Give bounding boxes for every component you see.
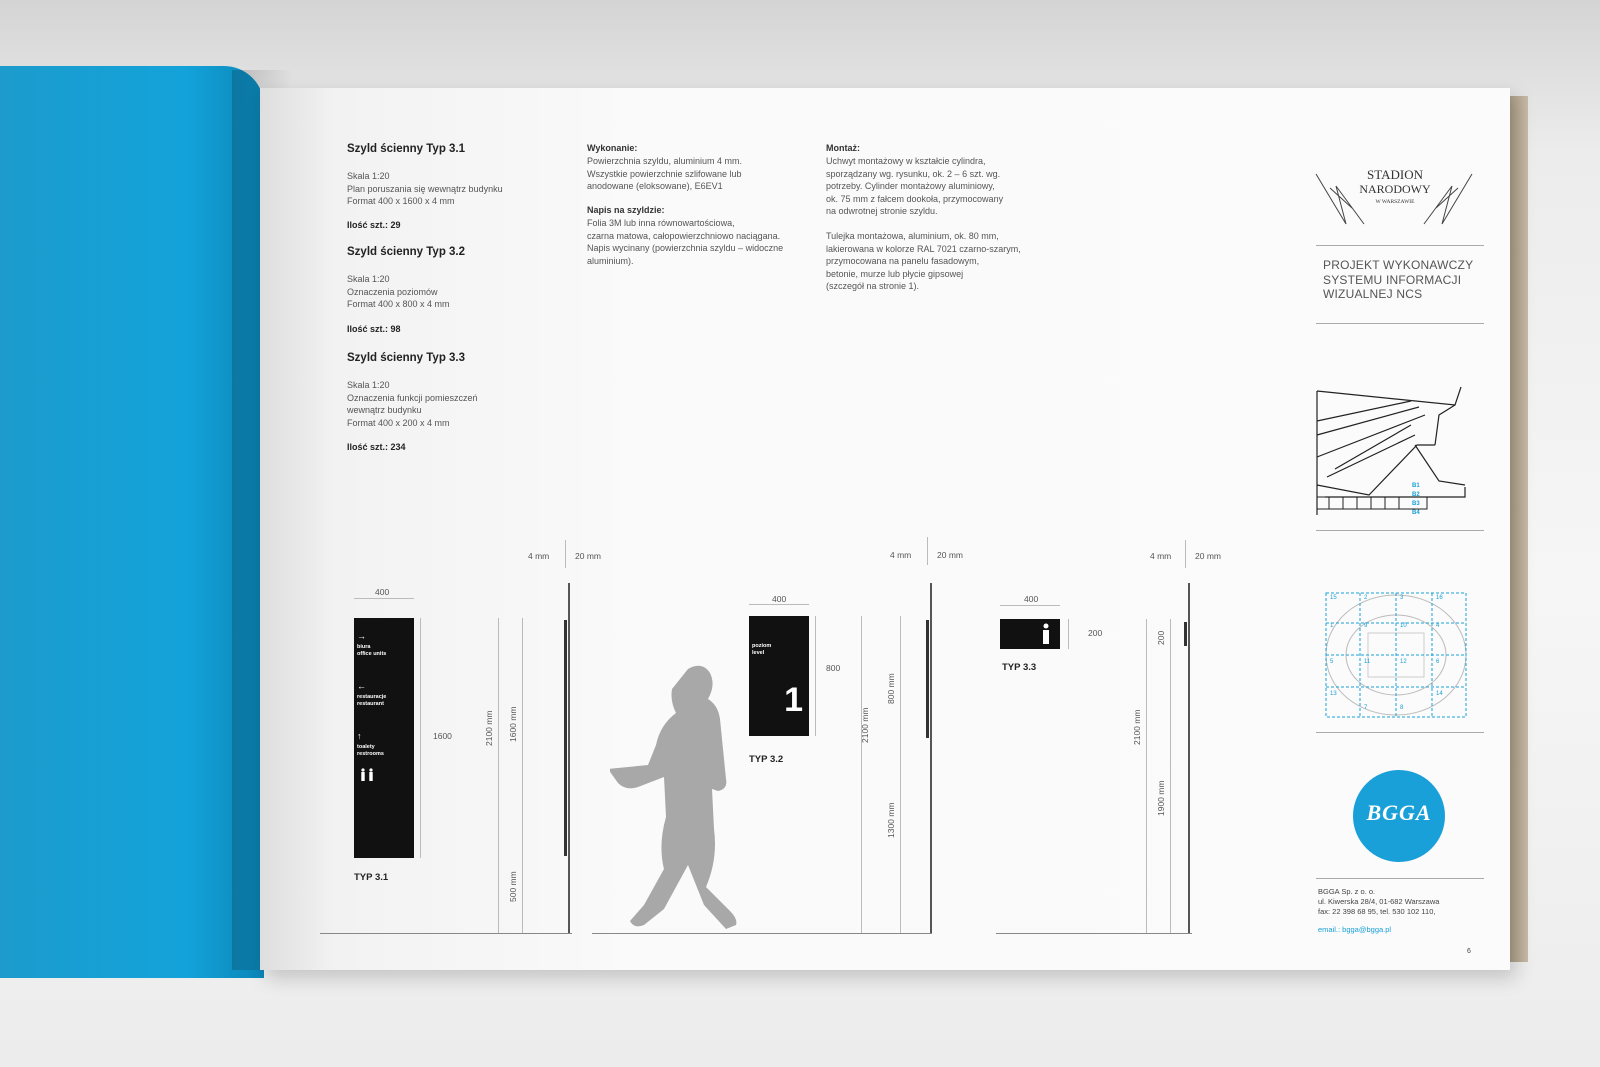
typ31-m2: 20 mm — [575, 551, 601, 561]
plan-number-9: 9 — [1364, 623, 1368, 629]
typ33-m2: 20 mm — [1195, 551, 1221, 561]
typ33-mount-tick — [1185, 540, 1186, 568]
typ33-width-dim: 400 — [1024, 594, 1039, 604]
typ33-height-line — [1068, 619, 1069, 649]
typ31-sign — [354, 618, 414, 858]
montaz-heading: Montaż: — [826, 143, 860, 153]
sidebar-rule-5 — [1316, 878, 1484, 879]
typ32-level-number: 1 — [784, 681, 803, 719]
typ33-d1-line — [1146, 619, 1147, 933]
typ32-label: TYP 3.2 — [749, 754, 784, 765]
plan-number-1: 1 — [1330, 623, 1334, 629]
typ31-sign-side — [564, 620, 567, 856]
typ31-width-line — [354, 598, 414, 599]
type-3-1-title: Szyld ścienny Typ 3.1 — [347, 143, 466, 155]
plan-number-8: 8 — [1400, 705, 1404, 711]
typ31-m1: 4 mm — [528, 551, 550, 561]
typ33-height-dim: 200 — [1088, 628, 1103, 638]
sidebar-rule-3 — [1316, 530, 1484, 531]
typ33-d3-line — [1170, 649, 1171, 933]
typ31-d3-line — [522, 858, 523, 933]
typ32-m1: 4 mm — [890, 550, 912, 560]
sidebar-rule-4 — [1316, 732, 1484, 733]
typ31-d1-line — [498, 618, 499, 933]
typ31-d2-line — [522, 618, 523, 858]
typ31-d2: 1600 mm — [508, 706, 518, 742]
typ32-d1-line — [861, 616, 862, 933]
typ33-label: TYP 3.3 — [1002, 662, 1037, 673]
plan-number-3: 3 — [1400, 595, 1404, 601]
typ32-d3-line — [900, 736, 901, 933]
plan-number-6: 6 — [1436, 659, 1440, 665]
type-3-1-desc: Skala 1:20 Plan poruszania się wewnątrz budynku Format 400 x 1600 x 4 mm — [347, 171, 503, 206]
typ31-d3: 500 mm — [508, 871, 518, 902]
bgga-logo-text: BGGA — [1366, 800, 1432, 825]
type-3-2-desc: Skala 1:20 Oznaczenia poziomów Format 400 x 800 x 4 mm — [347, 274, 450, 309]
plan-number-11: 11 — [1364, 659, 1371, 665]
typ32-wall — [930, 583, 932, 933]
company-address: BGGA Sp. z o. o. ul. Kiwerska 28/4, 01-682 Warszawa fax: 22 398 68 95, tel. 530 102 110, — [1318, 887, 1440, 916]
typ32-height-line — [815, 616, 816, 736]
typ31-item-3: toalety restrooms — [357, 744, 384, 757]
typ33-wall — [1188, 583, 1190, 933]
plan-number-2: 2 — [1364, 595, 1368, 601]
plan-number-5: 5 — [1330, 659, 1334, 665]
typ32-mount-tick — [927, 537, 928, 565]
typ33-d2-line — [1170, 619, 1171, 649]
typ33-width-line — [1000, 605, 1060, 606]
level-b1: B1 — [1412, 483, 1420, 489]
level-b2: B2 — [1412, 492, 1420, 498]
plan-number-16: 16 — [1436, 595, 1443, 601]
sidebar-rule-1 — [1316, 245, 1484, 246]
level-b3: B3 — [1412, 501, 1420, 507]
floor-line-1 — [320, 933, 572, 934]
type-3-2-qty: Ilość szt.: 98 — [347, 324, 401, 334]
type-3-3-desc: Skala 1:20 Oznaczenia funkcji pomieszczeń wewnątrz budynku Format 400 x 200 x 4 mm — [347, 380, 478, 428]
typ32-d3: 1300 mm — [886, 802, 896, 838]
typ32-height-dim: 800 — [826, 663, 841, 673]
typ32-sign-side — [926, 620, 929, 738]
typ33-m1: 4 mm — [1150, 551, 1172, 561]
logo-line-3: W WARSZAWIE — [1375, 199, 1415, 205]
type-3-3-title: Szyld ścienny Typ 3.3 — [347, 352, 466, 364]
typ32-width-line — [749, 604, 809, 605]
company-email[interactable]: email.: bgga@bgga.pl — [1318, 925, 1392, 934]
stadium-plan-drawing — [1320, 585, 1472, 725]
type-3-1-qty: Ilość szt.: 29 — [347, 220, 401, 230]
typ31-item-1: biura office units — [357, 644, 387, 657]
typ32-sign — [749, 616, 809, 736]
logo-line-2: NARODOWY — [1359, 182, 1431, 196]
person-icon — [1040, 623, 1052, 645]
project-title: PROJEKT WYKONAWCZY SYSTEMU INFORMACJI WIZUALNEJ NCS — [1323, 258, 1474, 301]
typ31-height-dim: 1600 — [433, 731, 452, 741]
typ33-d2: 200 — [1156, 630, 1166, 645]
typ32-width-dim: 400 — [772, 594, 787, 604]
typ31-item-2: restauracje restaurant — [357, 694, 387, 707]
wykonanie-heading: Wykonanie: — [587, 143, 638, 153]
page-number: 6 — [1467, 948, 1471, 955]
typ31-width-dim: 400 — [375, 587, 390, 597]
typ33-sign-side — [1184, 622, 1187, 646]
typ33-d3: 1900 mm — [1156, 780, 1166, 816]
type-3-2-title: Szyld ścienny Typ 3.2 — [347, 246, 466, 258]
napis-text: Folia 3M lub inna równowartościowa, czarna matowa, całopowierzchniowo naciągana. Napis wycinany (powierzchnia szyldu – widoczne aluminium). — [587, 218, 784, 266]
typ31-height-line — [420, 618, 421, 858]
typ33-sign — [1000, 619, 1060, 649]
typ31-mount-tick — [565, 540, 566, 568]
restroom-icon — [359, 768, 377, 782]
level-b4: B4 — [1412, 510, 1420, 516]
plan-number-10: 10 — [1400, 623, 1407, 629]
plan-number-4: 4 — [1436, 623, 1440, 629]
plan-number-13: 13 — [1330, 691, 1337, 697]
plan-number-7: 7 — [1364, 705, 1368, 711]
typ33-d1: 2100 mm — [1132, 709, 1142, 745]
typ32-d2-line — [900, 616, 901, 736]
plan-number-14: 14 — [1436, 691, 1443, 697]
bgga-logo — [1353, 770, 1445, 862]
napis-heading: Napis na szyldzie: — [587, 205, 665, 215]
typ31-d1: 2100 mm — [484, 710, 494, 746]
typ31-wall — [568, 583, 570, 933]
sidebar-rule-2 — [1316, 323, 1484, 324]
wykonanie-text: Powierzchnia szyldu, aluminium 4 mm. Wszystkie powierzchnie szlifowane lub anodowane (eloksowane), E6EV1 — [587, 156, 743, 191]
logo-line-1: STADION — [1366, 167, 1423, 182]
plan-number-15: 15 — [1330, 595, 1337, 601]
montaz-text: Uchwyt montażowy w kształcie cylindra, sporządzany wg. rysunku, ok. 2 – 6 szt. wg. potrzeby. Cylinder montażowy aluminiowy, ok. 75 mm z fałcem dookoła, przymocowany na odwrotnej stronie szyldu. Tulejka montażowa, aluminium, ok. 80 mm, lakierowana w kolorze RAL 7021 czarno-szarym, przymocowana na panelu fasadowym, betonie, murze lub płycie gipsowej (szczegół na stronie 1). — [826, 156, 1021, 291]
plan-number-12: 12 — [1400, 659, 1407, 665]
typ32-d2: 800 mm — [886, 673, 896, 704]
typ31-arrow-1: → — [357, 631, 366, 641]
floor-line-3 — [996, 933, 1192, 934]
typ31-label: TYP 3.1 — [354, 872, 389, 883]
typ31-arrow-3: ↑ — [357, 731, 362, 741]
type-3-3-qty: Ilość szt.: 234 — [347, 442, 406, 452]
typ32-d1: 2100 mm — [860, 707, 870, 743]
typ31-arrow-2: ← — [357, 681, 366, 691]
blue-cover — [0, 66, 264, 978]
typ32-m2: 20 mm — [937, 550, 963, 560]
typ32-level-text: poziom level — [752, 643, 772, 656]
stadium-section-drawing — [1315, 385, 1471, 525]
